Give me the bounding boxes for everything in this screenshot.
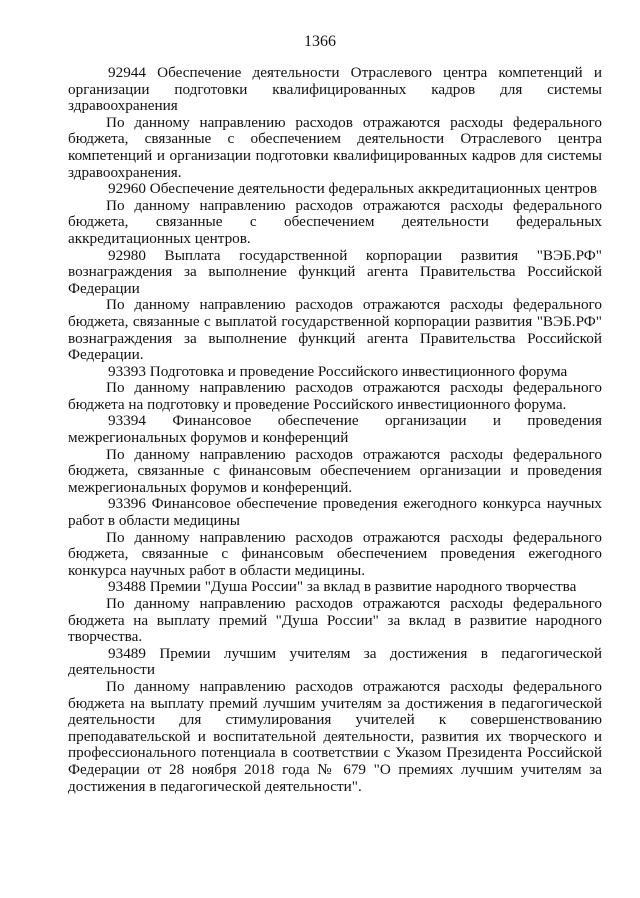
entry-heading: 93396 Финансовое обеспечение проведения ежегодного конкурса научных работ в области медицины <box>68 495 602 530</box>
entry-body: По данному направлению расходов отражаются расходы федерального бюджета, связанные с финансовым обеспечением проведения ежегодного конкурса научных работ в области медицины. <box>68 528 602 579</box>
entry-heading: 93393 Подготовка и проведение Российского инвестиционного форума <box>108 362 568 380</box>
entry-heading: 92960 Обеспечение деятельности федеральных аккредитационных центров <box>108 180 597 198</box>
document-body <box>68 65 602 795</box>
entry-body: По данному направлению расходов отражаются расходы федерального бюджета, связанные с финансовым обеспечением организации и проведения межрегиональных форумов и конференций. <box>68 445 602 496</box>
entry-body: По данному направлению расходов отражаются расходы федерального бюджета, связанные с обеспечением деятельности Отраслевого центра компетенций и организации подготовки квалифицированных кадров для системы здравоохранения. <box>68 113 602 181</box>
page-number: 1366 <box>304 33 336 50</box>
entry-heading: 93394 Финансовое обеспечение организации и проведения межрегиональных форумов и конференций <box>68 412 602 447</box>
entry-body: По данному направлению расходов отражаются расходы федерального бюджета, связанные с обеспечением деятельности федеральных аккредитационных центров. <box>68 196 602 247</box>
entry-heading: 93489 Премии лучшим учителям за достижения в педагогической деятельности <box>68 644 602 679</box>
entry-heading: 93488 Премии "Душа России" за вклад в развитие народного творчества <box>108 578 577 596</box>
entry-body: По данному направлению расходов отражаются расходы федерального бюджета, связанные с выплатой государственной корпорации развития "ВЭБ.РФ" вознаграждения за выполнение функций агента Правительства Российской Федерации. <box>68 296 602 364</box>
entry-heading: 92944 Обеспечение деятельности Отраслевого центра компетенций и организации подготовки квалифицированных кадров для системы здравоохранения <box>68 64 602 115</box>
entry-body: По данному направлению расходов отражаются расходы федерального бюджета на выплату премий "Душа России" за вклад в развитие народного творчества. <box>68 595 602 646</box>
entry-body: По данному направлению расходов отражаются расходы федерального бюджета на выплату премий лучшим учителям за достижения в педагогической деятельности для стимулирования учителей к совершенствованию преподавательской и воспитательной деятельности, развития их творческого и профессионального потенциала в соответствии с Указом Президента Российской Федерации от 28 ноября 2018 года № 679 "О премиях лучшим учителям за достижения в педагогической деятельности". <box>68 677 602 795</box>
entry-body: По данному направлению расходов отражаются расходы федерального бюджета на подготовку и проведение Российского инвестиционного форума. <box>68 379 602 413</box>
entry-heading: 92980 Выплата государственной корпорации развития "ВЭБ.РФ" вознаграждения за выполнение функций агента Правительства Российской Федерации <box>68 246 602 297</box>
